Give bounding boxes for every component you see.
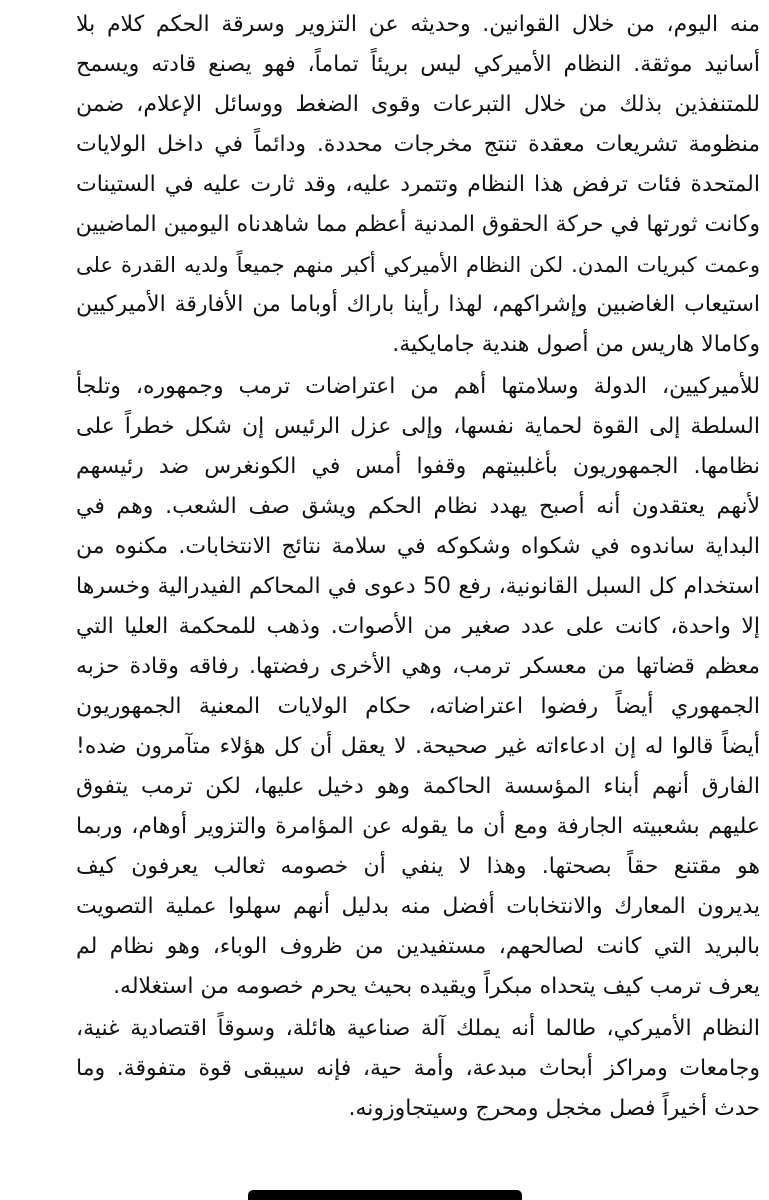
text-line: البداية ساندوه في شكواه وشكوكه في سلامة نتائج الانتخابات. مكنوه من bbox=[76, 534, 760, 559]
text-line: وكامالا هاريس من أصول هندية جامايكية. bbox=[392, 332, 760, 357]
text-line: أسانيد موثقة. النظام الأميركي ليس بريئاً تماماً، فهو يصنع قادته ويسمح bbox=[76, 52, 760, 77]
text-line: وجامعات ومراكز أبحاث مبدعة، وأمة حية، فإنه سيبقى قوة متفوقة. وما bbox=[76, 1056, 760, 1081]
text-line: نظامها. الجمهوريون بأغلبيتهم وقفوا أمس في الكونغرس ضد رئيسهم bbox=[76, 454, 760, 479]
text-line: للأميركيين، الدولة وسلامتها أهم من اعتراضات ترمب وجمهوره، وتلجأ bbox=[76, 374, 760, 399]
text-line: يعرف ترمب كيف يتحداه مبكراً ويقيده بحيث يحرم خصومه من استغلاله. bbox=[113, 974, 760, 999]
paragraph-3 bbox=[76, 1009, 760, 1129]
article-body bbox=[76, 0, 760, 1129]
text-line: معظم قضاتها من معسكر ترمب، وهي الأخرى رفضتها. رفاقه وقادة حزبه bbox=[76, 654, 760, 679]
text-line: الجمهوري أيضاً رفضوا اعتراضاته، حكام الولايات المعنية الجمهوريون bbox=[76, 694, 760, 719]
text-line: يديرون المعارك والانتخابات أفضل منه بدليل أنهم سهلوا عملية التصويت bbox=[76, 894, 760, 919]
text-line: النظام الأميركي، طالما أنه يملك آلة صناعية هائلة، وسوقاً اقتصادية غنية، bbox=[76, 1016, 760, 1041]
text-line: حدث أخيراً فصل مخجل ومحرج وسيتجاوزونه. bbox=[348, 1096, 760, 1121]
home-indicator[interactable] bbox=[248, 1190, 522, 1200]
text-line: للمتنفذين بذلك من خلال التبرعات وقوى الضغط ووسائل الإعلام، ضمن bbox=[76, 92, 760, 117]
text-line: هو مقتنع حقاً بصحتها. وهذا لا ينفي أن خصومه ثعالب يعرفون كيف bbox=[76, 854, 760, 879]
text-line: منه اليوم، من خلال القوانين. وحديثه عن التزوير وسرقة الحكم كلام بلا bbox=[76, 12, 760, 37]
text-line: وكانت ثورتها في حركة الحقوق المدنية أعظم مما شاهدناه اليومين الماضيين bbox=[76, 212, 760, 237]
text-line: منظومة تشريعات معقدة تنتج مخرجات محددة. ودائماً في داخل الولايات bbox=[76, 132, 760, 157]
paragraph-2 bbox=[76, 367, 760, 1007]
text-line: استيعاب الغاضبين وإشراكهم، لهذا رأينا باراك أوباما من الأفارقة الأميركيين bbox=[76, 292, 760, 317]
text-line: الفارق أنهم أبناء المؤسسة الحاكمة وهو دخيل عليها، لكن ترمب يتفوق bbox=[76, 774, 760, 799]
text-line: وعمت كبريات المدن. لكن النظام الأميركي أكبر منهم جميعاً ولديه القدرة على bbox=[76, 253, 760, 277]
text-line: السلطة إلى القوة لحماية نفسها، وإلى عزل الرئيس إن شكل خطراً على bbox=[76, 414, 760, 439]
text-line: أيضاً قالوا له إن ادعاءاته غير صحيحة. لا يعقل أن كل هؤلاء متآمرون ضده! bbox=[76, 734, 760, 759]
text-line: إلا واحدة، كانت على عدد صغير من الأصوات. وذهب للمحكمة العليا التي bbox=[76, 614, 760, 639]
text-line: لأنهم يعتقدون أنه أصبح يهدد نظام الحكم ويشق صف الشعب. وهم في bbox=[76, 494, 760, 519]
text-line: المتحدة فئات ترفض هذا النظام وتتمرد عليه، وقد ثارت عليه في الستينات bbox=[76, 172, 760, 197]
text-line: عليهم بشعبيته الجارفة ومع أن ما يقوله عن المؤامرة والتزوير أوهام، وربما bbox=[76, 814, 760, 839]
text-line: استخدام كل السبل القانونية، رفع 50 دعوى في المحاكم الفيدرالية وخسرها bbox=[76, 574, 760, 599]
paragraph-1 bbox=[76, 5, 760, 365]
text-line: بالبريد التي كانت لصالحهم، مستفيدين من ظروف الوباء، وهو نظام لم bbox=[76, 934, 760, 959]
